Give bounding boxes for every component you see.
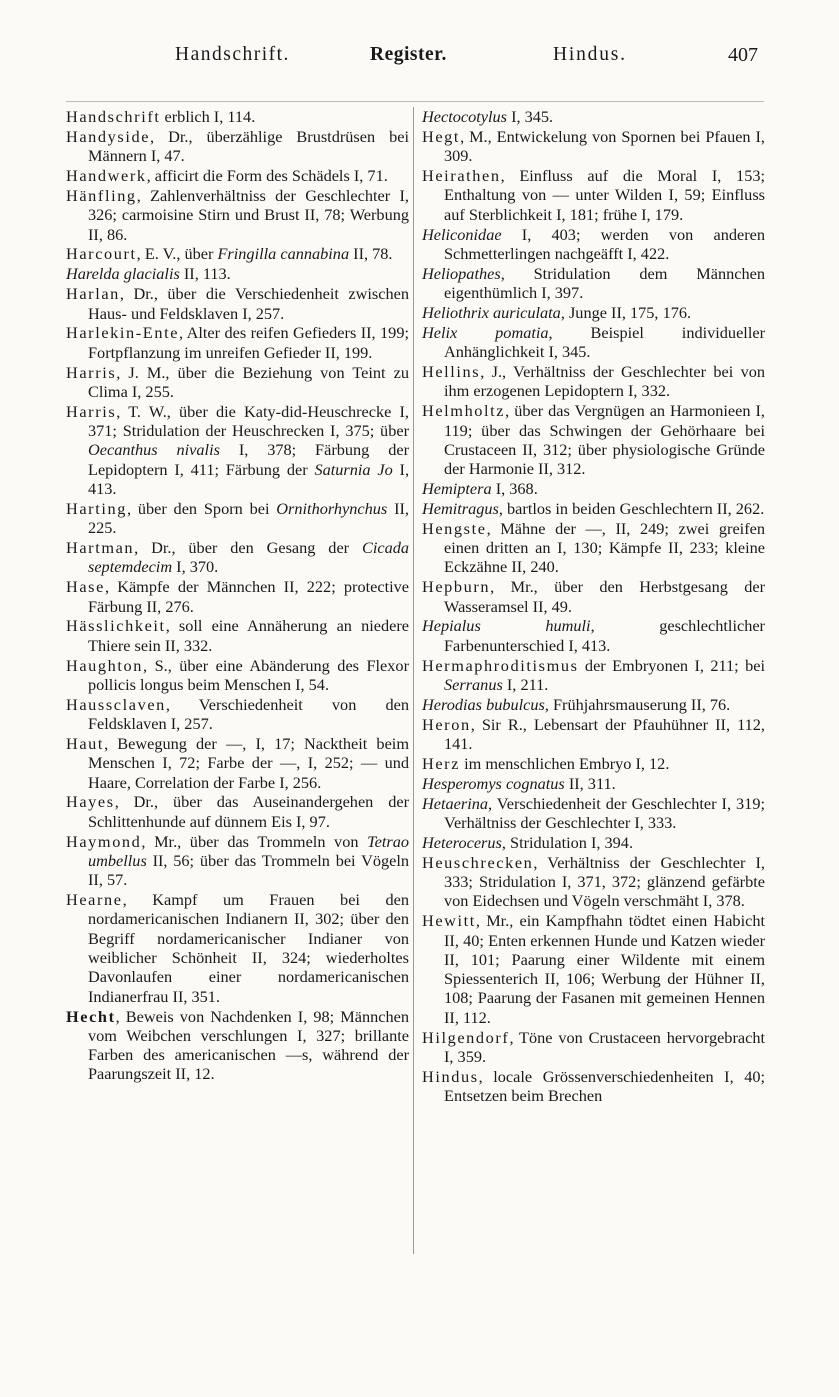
index-column-right [422, 107, 765, 1106]
entry-text: , afficirt die Form des Schädels I, 71. [146, 166, 388, 186]
entry-text: , J., Verhältniss der Geschlechter bei von ihm erzogenen Lepidoptern I, 332. [444, 362, 765, 401]
entry-text: , Kampf um Frauen bei den nordamericanischen Indianern II, 302; über den Begriff nordamericanischer Indianer von weiblicher Schönheit II, 324; wiederholtes Davonlaufen einer nordamericanischen Indianerfrau II, 351. [88, 890, 409, 1006]
index-term: Hegt [422, 126, 461, 146]
index-term: Hindus [422, 1066, 479, 1086]
entry-text: , Dr., über das Auseinandergehen der Schlittenhunde auf dünnem Eis I, 97. [88, 792, 409, 831]
index-term: Heliopathes [422, 263, 501, 283]
index-entry [422, 303, 765, 322]
entry-text: , Beispiel individueller Anhänglichkeit I, 345. [444, 322, 765, 362]
index-term: Hetaerina [422, 793, 489, 813]
index-term: Handschrift [66, 107, 161, 126]
entry-text: , Dr., überzählige Brustdrüsen bei Männern I, 47. [88, 126, 409, 166]
index-entry [422, 833, 765, 852]
running-header [0, 44, 839, 84]
header-section-title: Register. [370, 44, 447, 65]
index-entry [422, 127, 765, 166]
index-entry [422, 695, 765, 714]
index-entry [422, 577, 765, 616]
index-entry [66, 107, 409, 126]
index-entry [422, 401, 765, 478]
entry-text: , Bewegung der —, I, 17; Nacktheit beim Menschen I, 72; Farbe der —, I, 252; — und Haare, Correlation der Farbe I, 256. [88, 734, 409, 792]
index-term: Harlan [66, 284, 120, 304]
entry-text: I, 211. [502, 674, 549, 694]
index-column-left [66, 107, 409, 1084]
index-entry [66, 127, 409, 166]
index-term: Herz [422, 753, 461, 773]
index-entry [422, 479, 765, 498]
entry-text: , S., über eine Abänderung des Flexor pollicis longus beim Menschen I, 54. [88, 655, 409, 694]
index-entry [422, 362, 765, 401]
index-entry [422, 519, 765, 577]
index-entry [66, 832, 409, 890]
header-left-keyword: Handschrift. [175, 44, 290, 65]
index-term: Heliconidae [422, 224, 502, 244]
index-entry [66, 264, 409, 283]
entry-italic-text: Cicada septemdecim [88, 538, 409, 577]
header-right-keyword: Hindus. [553, 44, 627, 65]
index-term: Heliothrix auriculata [422, 302, 561, 322]
entry-text: I, 368. [491, 478, 538, 498]
index-term: Hässlichkeit [66, 616, 166, 636]
index-term: Hengste [422, 518, 487, 538]
index-entry [422, 323, 765, 362]
index-term: Haymond [66, 831, 142, 851]
index-entry [66, 734, 409, 792]
index-term: Hermaphroditismus [422, 655, 579, 675]
entry-text: , T. W., über die Katy-did-Heuschrecke I, 371; Stridulation der Heuschrecken I, 375; über [88, 401, 409, 441]
entry-text: , Mr., ein Kampfhahn tödtet einen Habicht II, 40; Enten erkennen Hunde und Katzen wieder II, 101; Paarung einer Wildente mit einem Spiessenterich II, 106; Werbung der Hühner II, 108; Paarung der Fasanen mit gemeinen Hennen II, 112. [444, 911, 765, 1027]
index-term: Handyside [66, 126, 151, 146]
index-entry [66, 577, 409, 616]
index-term: Harting [66, 498, 127, 518]
index-term: Hilgendorf [422, 1027, 510, 1047]
index-entry [422, 774, 765, 793]
index-term: Hellins [422, 362, 481, 382]
entry-text: , Beweis von Nachdenken I, 98; Männchen vom Weibchen verschlungen I, 327; brillante Farben des americanischen —s, während der Paarungszeit II, 12. [88, 1006, 409, 1084]
entry-text: , Mr., über den Herbstgesang der Wasseramsel II, 49. [444, 577, 765, 616]
index-term: Hänfling [66, 185, 137, 205]
index-entry [66, 166, 409, 185]
entry-text: , Zahlenverhältniss der Geschlechter I, 326; carmoisine Stirn und Brust II, 78; Werbung II, 86. [88, 185, 409, 244]
index-term: Hartman [66, 538, 135, 558]
index-entry [422, 1028, 765, 1067]
index-entry [66, 616, 409, 655]
header-rule [66, 101, 764, 102]
index-term: Hemiptera [422, 478, 492, 498]
index-entry [422, 499, 765, 518]
entry-text: , Sir R., Lebensart der Pfauhühner II, 112, 141. [444, 714, 765, 753]
index-term: Helix pomatia [422, 322, 549, 342]
entry-text: I, 413. [88, 459, 410, 498]
page-number: 407 [728, 44, 758, 66]
index-term: Hepburn [422, 577, 491, 597]
index-term: Harelda glacialis [66, 264, 180, 284]
index-term: Hewitt [422, 911, 476, 931]
index-entry [66, 402, 409, 498]
entry-text: , geschlechtlicher Farbenunterschied I, 413. [444, 616, 765, 655]
index-term: Hecht [66, 1006, 116, 1026]
index-entry [422, 656, 765, 695]
entry-text: , locale Grössenverschiedenheiten I, 40; Entsetzen beim Brechen [444, 1066, 765, 1106]
index-term: Hemitragus [422, 498, 499, 518]
entry-text: , Einfluss auf die Moral I, 153; Enthaltung von — unter Wilden I, 59; Einfluss auf Sterblichkeit I, 181; frühe I, 179. [444, 166, 765, 224]
entry-text: , über das Vergnügen an Harmonieen I, 119; über das Schwingen der Gehörhaare bei Crustaceen II, 312; über physiologische Gründe der Harmonie II, 312. [444, 401, 765, 479]
entry-text: I, 378; Färbung der Lepidoptern I, 411; Färbung der [88, 440, 409, 479]
index-term: Handwerk [66, 166, 147, 186]
index-term: Haut [66, 734, 105, 753]
entry-text: , Dr., über die Verschiedenheit zwischen Haus- und Feldsklaven I, 257. [88, 284, 409, 323]
index-entry [66, 1007, 409, 1084]
entry-text: erblich I, 114. [160, 107, 256, 126]
index-term: Hearne [66, 890, 123, 910]
entry-text: II, 56; über das Trommeln bei Vögeln II, 57. [88, 850, 409, 890]
index-term: Harlekin-Ente [66, 323, 180, 343]
index-term: Hesperomys cognatus [422, 773, 565, 793]
index-entry [66, 186, 409, 244]
index-term: Hepialus humuli [422, 616, 591, 636]
index-term: Hase [66, 577, 105, 597]
index-entry [66, 890, 409, 1006]
index-entry [66, 363, 409, 402]
entry-text: , bartlos in beiden Geschlechtern II, 262. [498, 498, 765, 518]
entry-text: , Dr., über den Gesang der [134, 538, 362, 558]
index-term: Hectocotylus [422, 107, 507, 126]
index-entry [422, 715, 765, 754]
entry-italic-text: Fringilla cannabina [217, 244, 350, 264]
index-term: Helmholtz [422, 401, 506, 421]
entry-text: , Frühjahrsmauserung II, 76. [544, 694, 731, 714]
index-entry [422, 107, 765, 126]
index-term: Herodias bubulcus [422, 694, 545, 714]
index-entry [66, 792, 409, 831]
entry-text: im menschlichen Embryo I, 12. [460, 753, 670, 773]
entry-text: der Embryonen I, 211; bei [578, 655, 765, 675]
index-entry [422, 166, 765, 224]
entry-text: , Verschiedenheit der Geschlechter I, 319; Verhältniss der Geschlechter I, 333. [444, 793, 765, 832]
entry-italic-text: Tetrao umbellus [88, 831, 409, 870]
entry-italic-text: Serranus [444, 674, 503, 694]
index-entry [422, 1067, 765, 1106]
entry-text: , Mähne der —, II, 249; zwei greifen einen dritten an I, 130; Kämpfe II, 233; kleine Eckzähne II, 240. [444, 518, 765, 577]
index-term: Haughton [66, 655, 144, 675]
index-term: Heterocerus [422, 832, 502, 852]
index-entry [66, 244, 409, 263]
entry-text: I, 370. [172, 557, 219, 577]
index-term: Harris [66, 401, 117, 421]
index-term: Haussclaven [66, 694, 166, 714]
entry-text: , Stridulation dem Männchen eigenthümlich I, 397. [444, 263, 765, 303]
entry-text: , J. M., über die Beziehung von Teint zu Clima I, 255. [88, 362, 409, 401]
index-term: Heron [422, 714, 471, 734]
index-entry [422, 616, 765, 655]
entry-text: , Verhältniss der Geschlechter I, 333; Stridulation I, 371, 372; glänzend gefärbte von Eidechsen und Vögeln verschmäht I, 378. [444, 852, 765, 911]
entry-text: , Töne von Crustaceen hervorgebracht I, 359. [444, 1027, 765, 1066]
index-entry [66, 656, 409, 695]
entry-text: II, 113. [179, 264, 231, 284]
index-entry [422, 264, 765, 303]
index-term: Harcourt [66, 244, 137, 264]
entry-text: , Verschiedenheit von den Feldsklaven I, 257. [88, 694, 409, 734]
index-entry [422, 853, 765, 911]
entry-text: I, 345. [507, 107, 554, 126]
index-term: Heuschrecken [422, 852, 534, 872]
entry-text: , über den Sporn bei [126, 498, 277, 518]
entry-italic-text: Ornithorhynchus [276, 498, 388, 518]
entry-text: , Stridulation I, 394. [501, 832, 634, 852]
entry-text: , M., Entwickelung von Spornen bei Pfauen I, 309. [444, 126, 765, 166]
column-divider [413, 107, 414, 1254]
entry-text: , Alter des reifen Gefieders II, 199; Fortpflanzung im unreifen Gefieder II, 199. [88, 323, 409, 362]
entry-text: , Kämpfe der Männchen II, 222; protective Färbung II, 276. [88, 577, 409, 616]
index-entry [66, 695, 409, 734]
entry-text: II, 225. [88, 498, 409, 538]
index-term: Heirathen [422, 166, 501, 186]
index-entry [66, 284, 409, 323]
index-entry [66, 499, 409, 538]
entry-italic-text: Saturnia Jo [314, 459, 393, 479]
index-term: Harris [66, 362, 117, 382]
entry-italic-text: Oecanthus nivalis [88, 440, 220, 460]
index-entry [66, 538, 409, 577]
index-entry [422, 911, 765, 1027]
entry-text: , soll eine Annäherung an niedere Thiere sein II, 332. [88, 616, 409, 655]
index-entry [422, 794, 765, 833]
entry-text: I, 403; werden von anderen Schmetterlingen nachgeäfft I, 422. [444, 224, 765, 263]
entry-text: II, 78. [349, 244, 393, 264]
index-entry [66, 323, 409, 362]
entry-text: , Mr., über das Trommeln von [141, 831, 368, 851]
entry-text: II, 311. [564, 773, 616, 793]
index-entry [422, 225, 765, 264]
entry-text: , E. V., über [136, 244, 218, 264]
entry-text: , Junge II, 175, 176. [560, 302, 692, 322]
index-term: Hayes [66, 792, 115, 812]
index-entry [422, 754, 765, 773]
